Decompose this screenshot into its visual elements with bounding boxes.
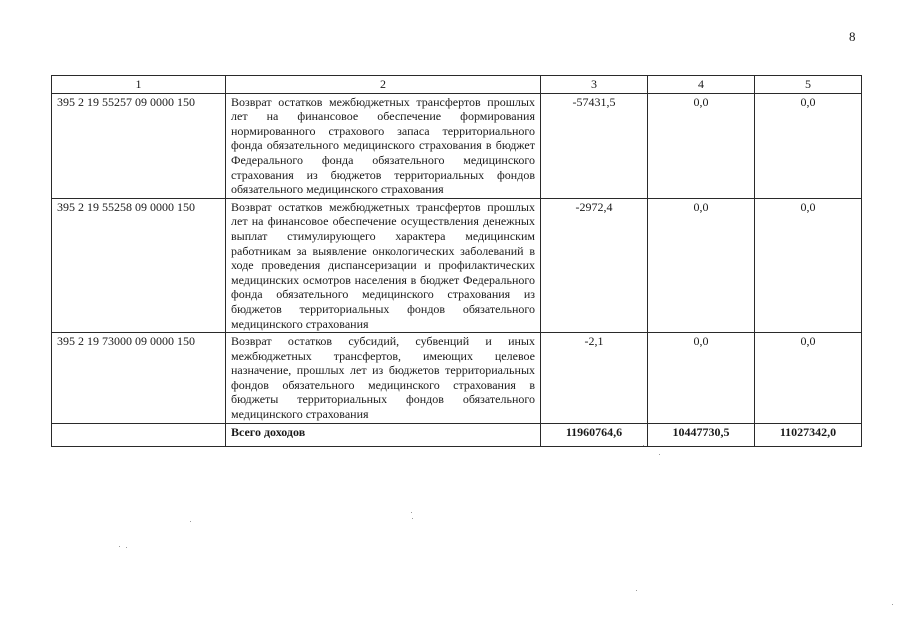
budget-code: 395 2 19 55258 09 0000 150 — [52, 198, 226, 332]
value-col-5: 0,0 — [755, 93, 862, 198]
total-row — [52, 423, 862, 447]
header-row — [52, 76, 862, 94]
table-row — [52, 93, 862, 198]
value-col-3: -2972,4 — [541, 198, 648, 332]
total-col-3: 11960764,6 — [541, 423, 648, 447]
value-col-3: -57431,5 — [541, 93, 648, 198]
budget-code: 395 2 19 73000 09 0000 150 — [52, 333, 226, 424]
row-description: Возврат остатков субсидий, субвенций и иных межбюджетных трансфертов, имеющих целевое назначение, прошлых лет из бюджетов территориальных фондов обязательного медицинского страхования в бюджеты территориальных фондов обязательного медицинского страхования — [226, 333, 541, 424]
value-col-4: 0,0 — [648, 198, 755, 332]
table-row — [52, 198, 862, 332]
header-col-4: 4 — [648, 76, 755, 94]
scan-speck — [412, 518, 413, 519]
scan-speck — [659, 454, 660, 455]
header-col-3: 3 — [541, 76, 648, 94]
table-header — [52, 76, 862, 94]
row-description: Возврат остатков межбюджетных трансфертов прошлых лет на финансовое обеспечение осуществления денежных выплат стимулирующего характера медицинским работникам за выявление онкологических заболеваний в ходе проведения диспансеризации и профилактических медицинских осмотров населения в бюджет Федерального фонда обязательного медицинского страхования из бюджетов территориальных фондов обязательного медицинского страхования — [226, 198, 541, 332]
value-col-4: 0,0 — [648, 333, 755, 424]
value-col-3: -2,1 — [541, 333, 648, 424]
scan-speck — [190, 521, 191, 522]
header-col-1: 1 — [52, 76, 226, 94]
value-col-5: 0,0 — [755, 198, 862, 332]
total-code — [52, 423, 226, 447]
total-label: Всего доходов — [226, 423, 541, 447]
scan-speck — [643, 445, 644, 446]
header-col-5: 5 — [755, 76, 862, 94]
budget-table — [51, 75, 862, 447]
header-col-2: 2 — [226, 76, 541, 94]
value-col-4: 0,0 — [648, 93, 755, 198]
table-row — [52, 333, 862, 424]
page-number: 8 — [849, 29, 856, 44]
row-description: Возврат остатков межбюджетных трансфертов прошлых лет на финансовое обеспечение формирования нормированного страхового запаса территориального фонда обязательного медицинского страхования в бюджет Федерального фонда обязательного медицинского страхования из бюджетов территориальных фондов обязательного медицинского страхования — [226, 93, 541, 198]
total-col-4: 10447730,5 — [648, 423, 755, 447]
total-col-5: 11027342,0 — [755, 423, 862, 447]
budget-code: 395 2 19 55257 09 0000 150 — [52, 93, 226, 198]
scan-speck — [119, 546, 120, 547]
scan-speck — [411, 512, 412, 513]
value-col-5: 0,0 — [755, 333, 862, 424]
scan-speck — [892, 604, 893, 605]
scan-speck — [636, 590, 637, 591]
scan-speck — [126, 547, 127, 548]
